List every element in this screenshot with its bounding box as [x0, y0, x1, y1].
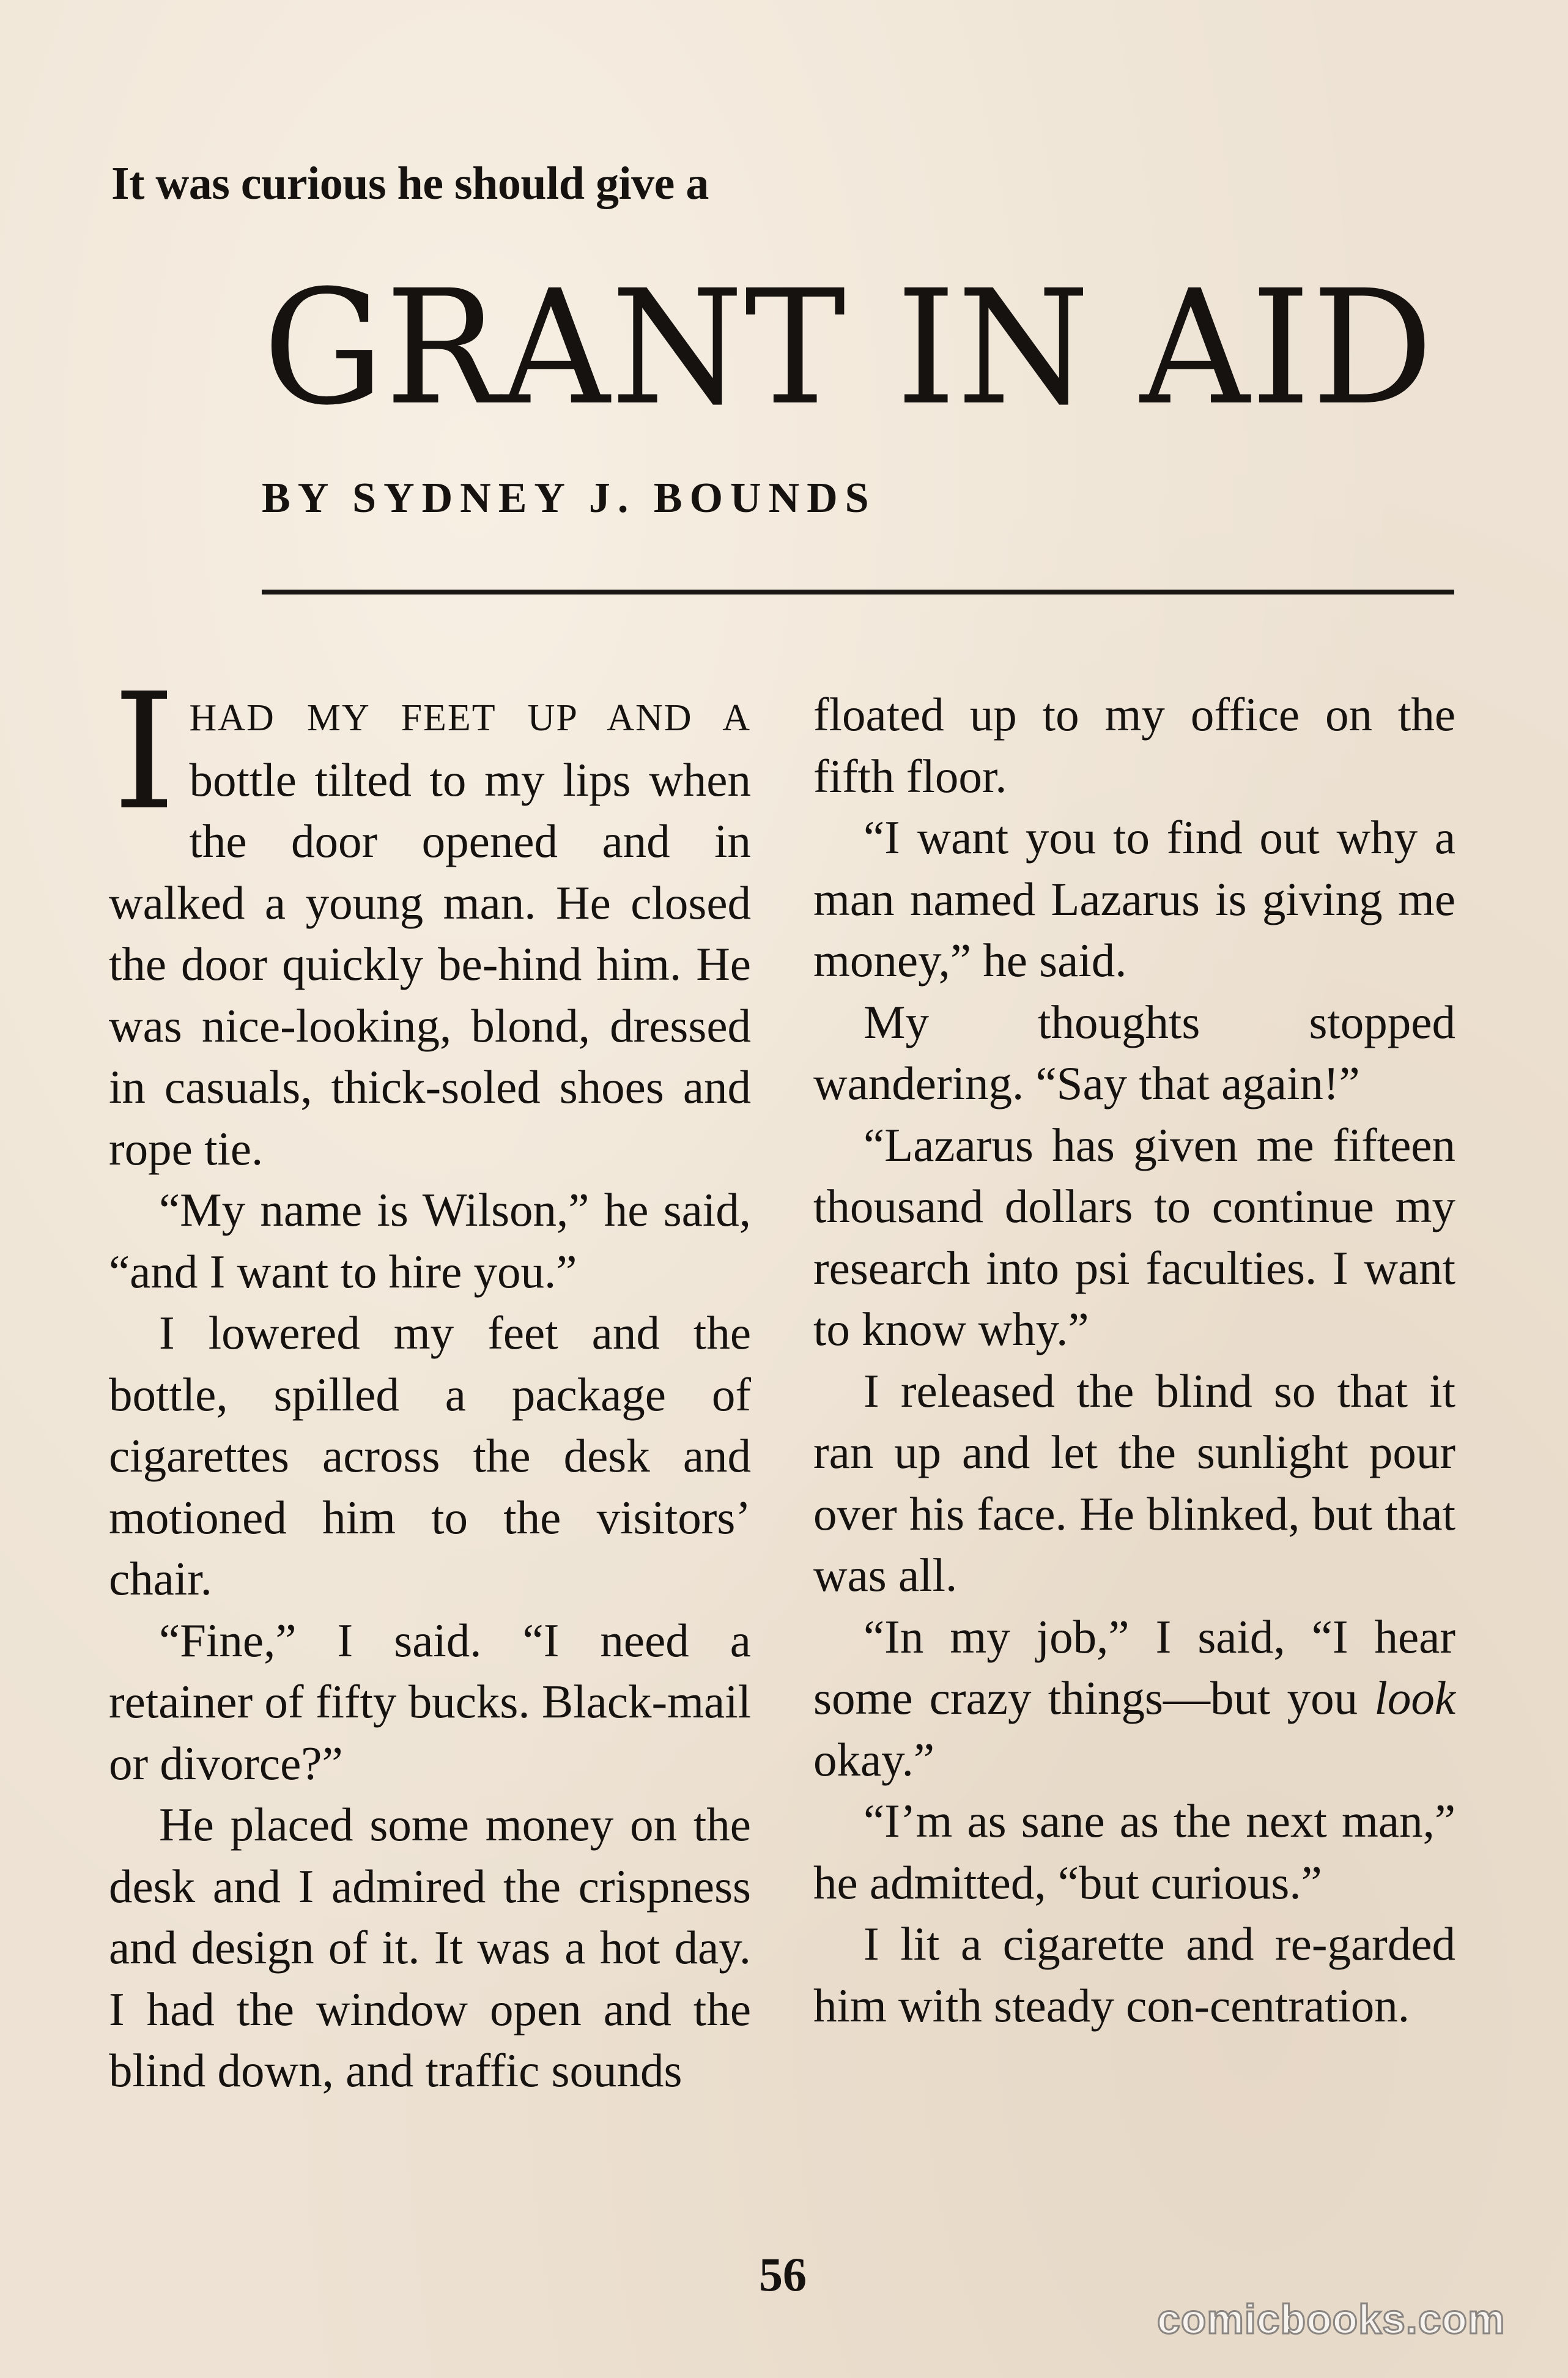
- site-watermark: comicbooks.com: [1157, 2296, 1506, 2343]
- story-kicker: It was curious he should give a: [111, 158, 709, 209]
- paragraph-11-italic: look: [1374, 1672, 1455, 1724]
- paragraph-1-text: bottle tilted to my lips when the door opened and in walked a young man. He closed the door quickly be-hind him. He was nice-looking, blond, dressed in casuals, thick-soled shoes and rope tie.: [109, 753, 751, 1175]
- paragraph-5: He placed some money on the desk and I admired the crispness and design of it. It was a hot day. I had the window open and the blind down, and traffic sounds: [109, 1798, 751, 2097]
- paragraph-13: I lit a cigarette and re-garded him with steady con-centration.: [813, 1917, 1455, 2032]
- paragraph-9: “Lazarus has given me fifteen thousand dollars to continue my research into psi faculties. I want to know why.”: [813, 1118, 1455, 1355]
- paragraph-11-text-b: okay.”: [813, 1733, 935, 1786]
- paragraph-6: floated up to my office on the fifth floor.: [813, 688, 1455, 802]
- paragraph-8: My thoughts stopped wandering. “Say that again!”: [813, 995, 1455, 1109]
- right-column: [813, 684, 1455, 2036]
- paragraph-11-text-a: “In my job,” I said, “I hear some crazy things—but you: [813, 1610, 1455, 1724]
- paragraph-3: I lowered my feet and the bottle, spilled a package of cigarettes across the desk and motioned him to the visitors’ chair.: [109, 1306, 751, 1605]
- paragraph-4: “Fine,” I said. “I need a retainer of fifty bucks. Black-mail or divorce?”: [109, 1613, 751, 1790]
- paragraph-1: [109, 659, 751, 1179]
- left-column: [109, 659, 751, 2102]
- opening-smallcaps: HAD MY FEET UP AND A: [189, 697, 751, 739]
- paragraph-12: “I’m as sane as the next man,” he admitted, “but curious.”: [813, 1795, 1455, 1909]
- paragraph-10: I released the blind so that it ran up and let the sunlight pour over his face. He blinked, but that was all.: [813, 1364, 1455, 1601]
- page-number: 56: [759, 2248, 807, 2301]
- author-byline: BY SYDNEY J. BOUNDS: [262, 475, 876, 522]
- drop-cap: I: [113, 659, 176, 845]
- title-divider: [262, 590, 1454, 594]
- paragraph-2: “My name is Wilson,” he said, “and I want to hire you.”: [109, 1183, 751, 1298]
- paragraph-11: [813, 1606, 1455, 1791]
- paragraph-7: “I want you to find out why a man named Lazarus is giving me money,” he said.: [813, 811, 1455, 987]
- story-title: GRANT IN AID: [263, 256, 1435, 440]
